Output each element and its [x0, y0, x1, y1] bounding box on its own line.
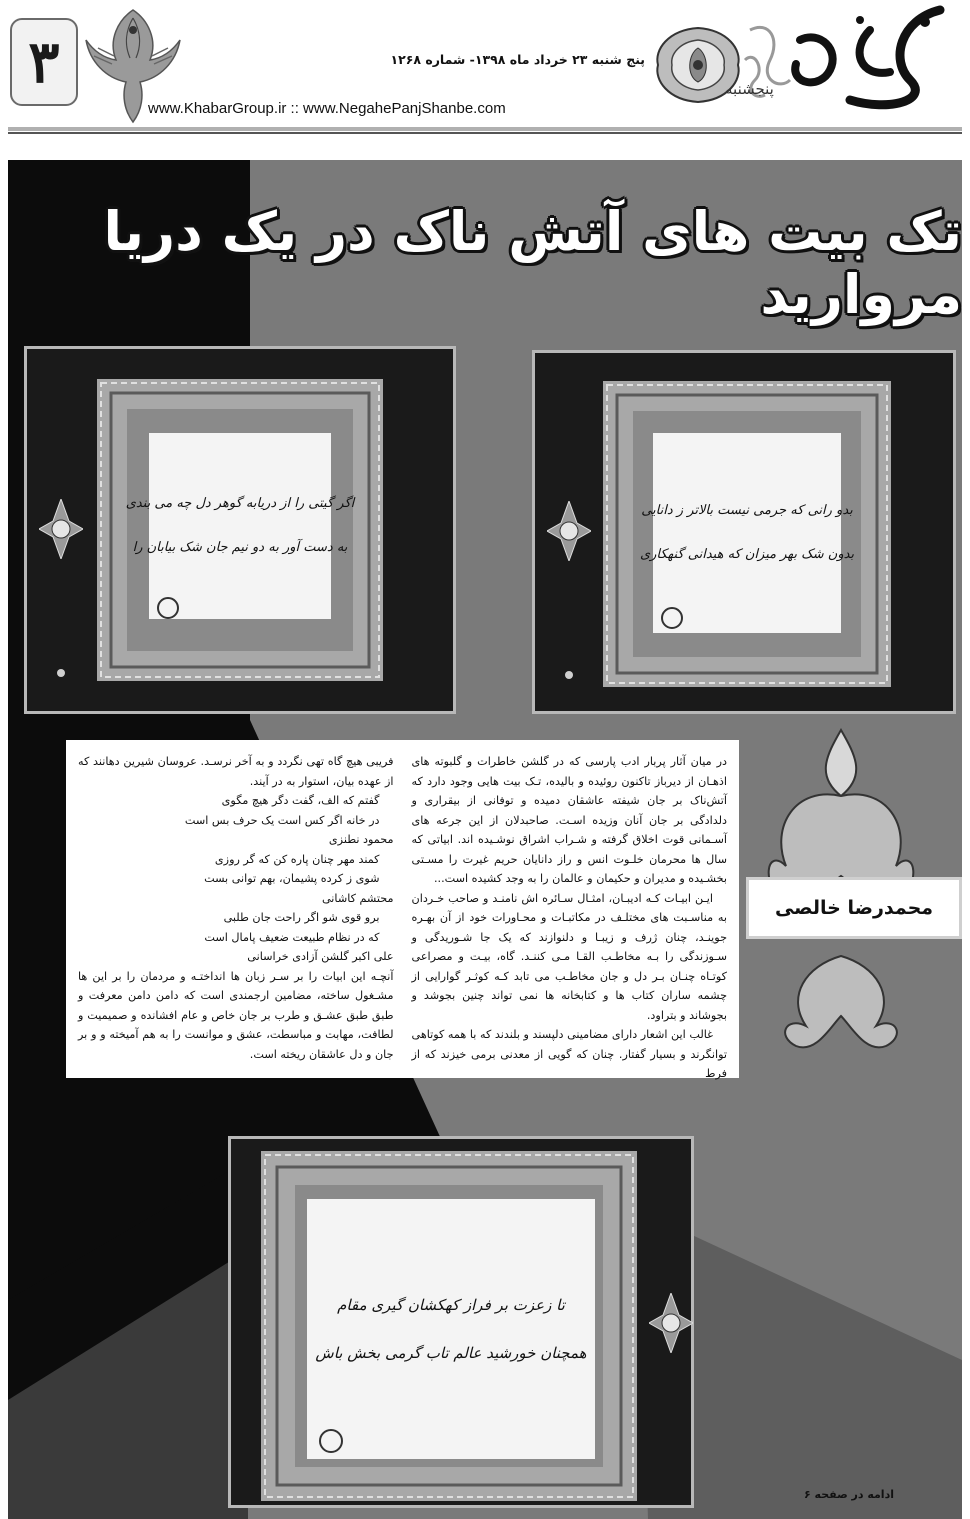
- verse-line: تا زعزت بر فراز کهکشان گیری مقام: [337, 1296, 565, 1314]
- verse-line: همچنان خورشید عالم تاب گرمی بخش باش: [315, 1344, 587, 1362]
- decorative-dot: [57, 669, 65, 677]
- verse-line: به دست آور به دو نیم جان شک بیابان را: [132, 540, 348, 555]
- artist-seal-icon: [661, 607, 683, 629]
- masthead-logo: [740, 0, 965, 128]
- verse-line: که در نظام طبیعت ضعیف پامال است: [204, 930, 380, 944]
- rosette-ornament-icon: [547, 501, 591, 561]
- artist-seal-icon: [157, 597, 179, 619]
- verse-line: در خانه اگر کس است یک حرف بس است: [184, 813, 380, 827]
- poet-name: محتشم کاشانی: [321, 891, 394, 905]
- artist-seal-icon: [319, 1429, 343, 1453]
- calligraphy-paper: [125, 433, 355, 619]
- article-paragraph: آنچـه این ابیات را بر سـر زبان ها انداختـه و مردمان را بر این ها مشـغول ساخته، مضامین ارجمندی است که دامن دامن معرفت و طبق طبق عشـق و طرب بر جان خاص و عام افشانده و صمیمیت و لطافت، مهابت و مباسطت، عشق و موانست را به هم آمیخته و و بر جان و دل عاشقان ریخته است.: [78, 969, 394, 1061]
- verse-line: گفتم که الف، گفت دگر هیچ مگوی: [221, 794, 380, 807]
- calligraphy-paper: [639, 433, 855, 633]
- page-header: [0, 0, 970, 140]
- article-paragraph: فریبی هیچ گاه تهی نگردد و به آخر نرسـد. عروسان شیرین دهانند که از عهده بیان، استوار به در آیند.: [78, 755, 394, 788]
- calligraphy-frame-bottom: [228, 1136, 694, 1508]
- masthead-subtitle: پنجشنبه: [725, 80, 774, 98]
- calligraphy-frame-left: [24, 346, 456, 714]
- poet-name: محمود نطنزی: [328, 833, 394, 846]
- page-number-box: [10, 18, 78, 106]
- issue-date-line: پنج شنبه ۲۳ خرداد ماه ۱۳۹۸- شماره ۱۲۶۸: [390, 52, 645, 67]
- header-divider: [8, 124, 962, 138]
- author-name: محمدرضا خالصی: [774, 897, 934, 919]
- verse-line: بدون شک بهر میزان که هیدانی گنهکاری: [639, 547, 855, 562]
- continued-on-page[interactable]: ادامه در صفحه ۶: [804, 1488, 894, 1501]
- verse-line: شوی ز کرده پشیمان، بهم توانی بست: [204, 872, 380, 885]
- poet-name: علی اکبر گلشن آزادی خراسانی: [247, 950, 394, 963]
- article-column-left: [78, 752, 394, 1068]
- article-paragraph: در میان آثار پربار ادب پارسی که در گلشن خاطرات و گلبوته های اذهـان از دیرباز تاکنون روئیده و بالیده، تـک بیت هایی وجود دارد که آتش‌ناک بر جان شیفته عاشقان دمیده و توفانی از بیقراری و دلدادگی بر جان آنان وزیده اسـت. صاحبدلان از این جرعه های آسـمانی قوت اخلاق گرفته و شـراب اشراق نوشـیده اند. ابیاتی که سال ها محرمان خلـوت انس و راز دانایان حریم غیرت را مسـتی بخشـیده و مدیران و حکیمان و عالمان را به وجد کشیده است...: [411, 755, 727, 885]
- calligraphy-frame-right: [532, 350, 956, 714]
- verse-line: کمند مهر چنان پاره کن که گر روزی: [214, 852, 380, 866]
- article-body: [66, 740, 739, 1078]
- feature-area: [8, 160, 962, 1519]
- calligraphy-paper: [307, 1199, 595, 1459]
- verse-line: اگر گیتی را از دریابه گوهر دل چه می بندی: [125, 496, 355, 512]
- rosette-ornament-icon: [649, 1293, 693, 1353]
- headline-text: تک بیت های آتش ناک در یک دریا مروارید: [103, 200, 962, 326]
- page-number: ۳: [28, 28, 60, 96]
- verse-line: بدو رانی که جرمی نیست بالاتر ز دانایی: [641, 503, 853, 519]
- author-byline: [746, 877, 962, 939]
- website-urls[interactable]: www.KhabarGroup.ir :: www.NegahePanjShanbe.com: [148, 100, 506, 117]
- rosette-ornament-icon: [39, 499, 83, 559]
- decorative-dot: [565, 671, 573, 679]
- article-paragraph: ایـن ابیـات کـه ادیبـان، امثـال سـائره اش نامنـد و صاحب خـردان به مناسـبت های مختلـف در مکاتبـات و محـاورات خود از آن بهـره جوینـد، چنان ژرف و زیبـا و دلنوازند که یک جا شـوریدگی و سـوزندگی را بـه مخاطـب القـا مـی کننـد. گاه، بیـت و مصراعی کوتـاه چنـان بـر دل و جان مخاطـب می تابد کـه کوثـر گوارایی از چشمه ساران کتاب ها و کتابخانه ها نمی تواند چنین بجوشد و بجوشاند و بتراود.: [411, 891, 727, 1022]
- article-column-right: [411, 752, 728, 1080]
- article-paragraph: غالب این اشعار دارای مضامینی دلپسند و بلندند که با همه کوتاهی توانگرند و بسیار گفتار. چنان که گویی از معدنی برمی خیزند که از فرط: [411, 1028, 727, 1080]
- headline: [8, 200, 962, 326]
- verse-line: برو قوی شو اگر راحت جان طلبی: [223, 911, 380, 924]
